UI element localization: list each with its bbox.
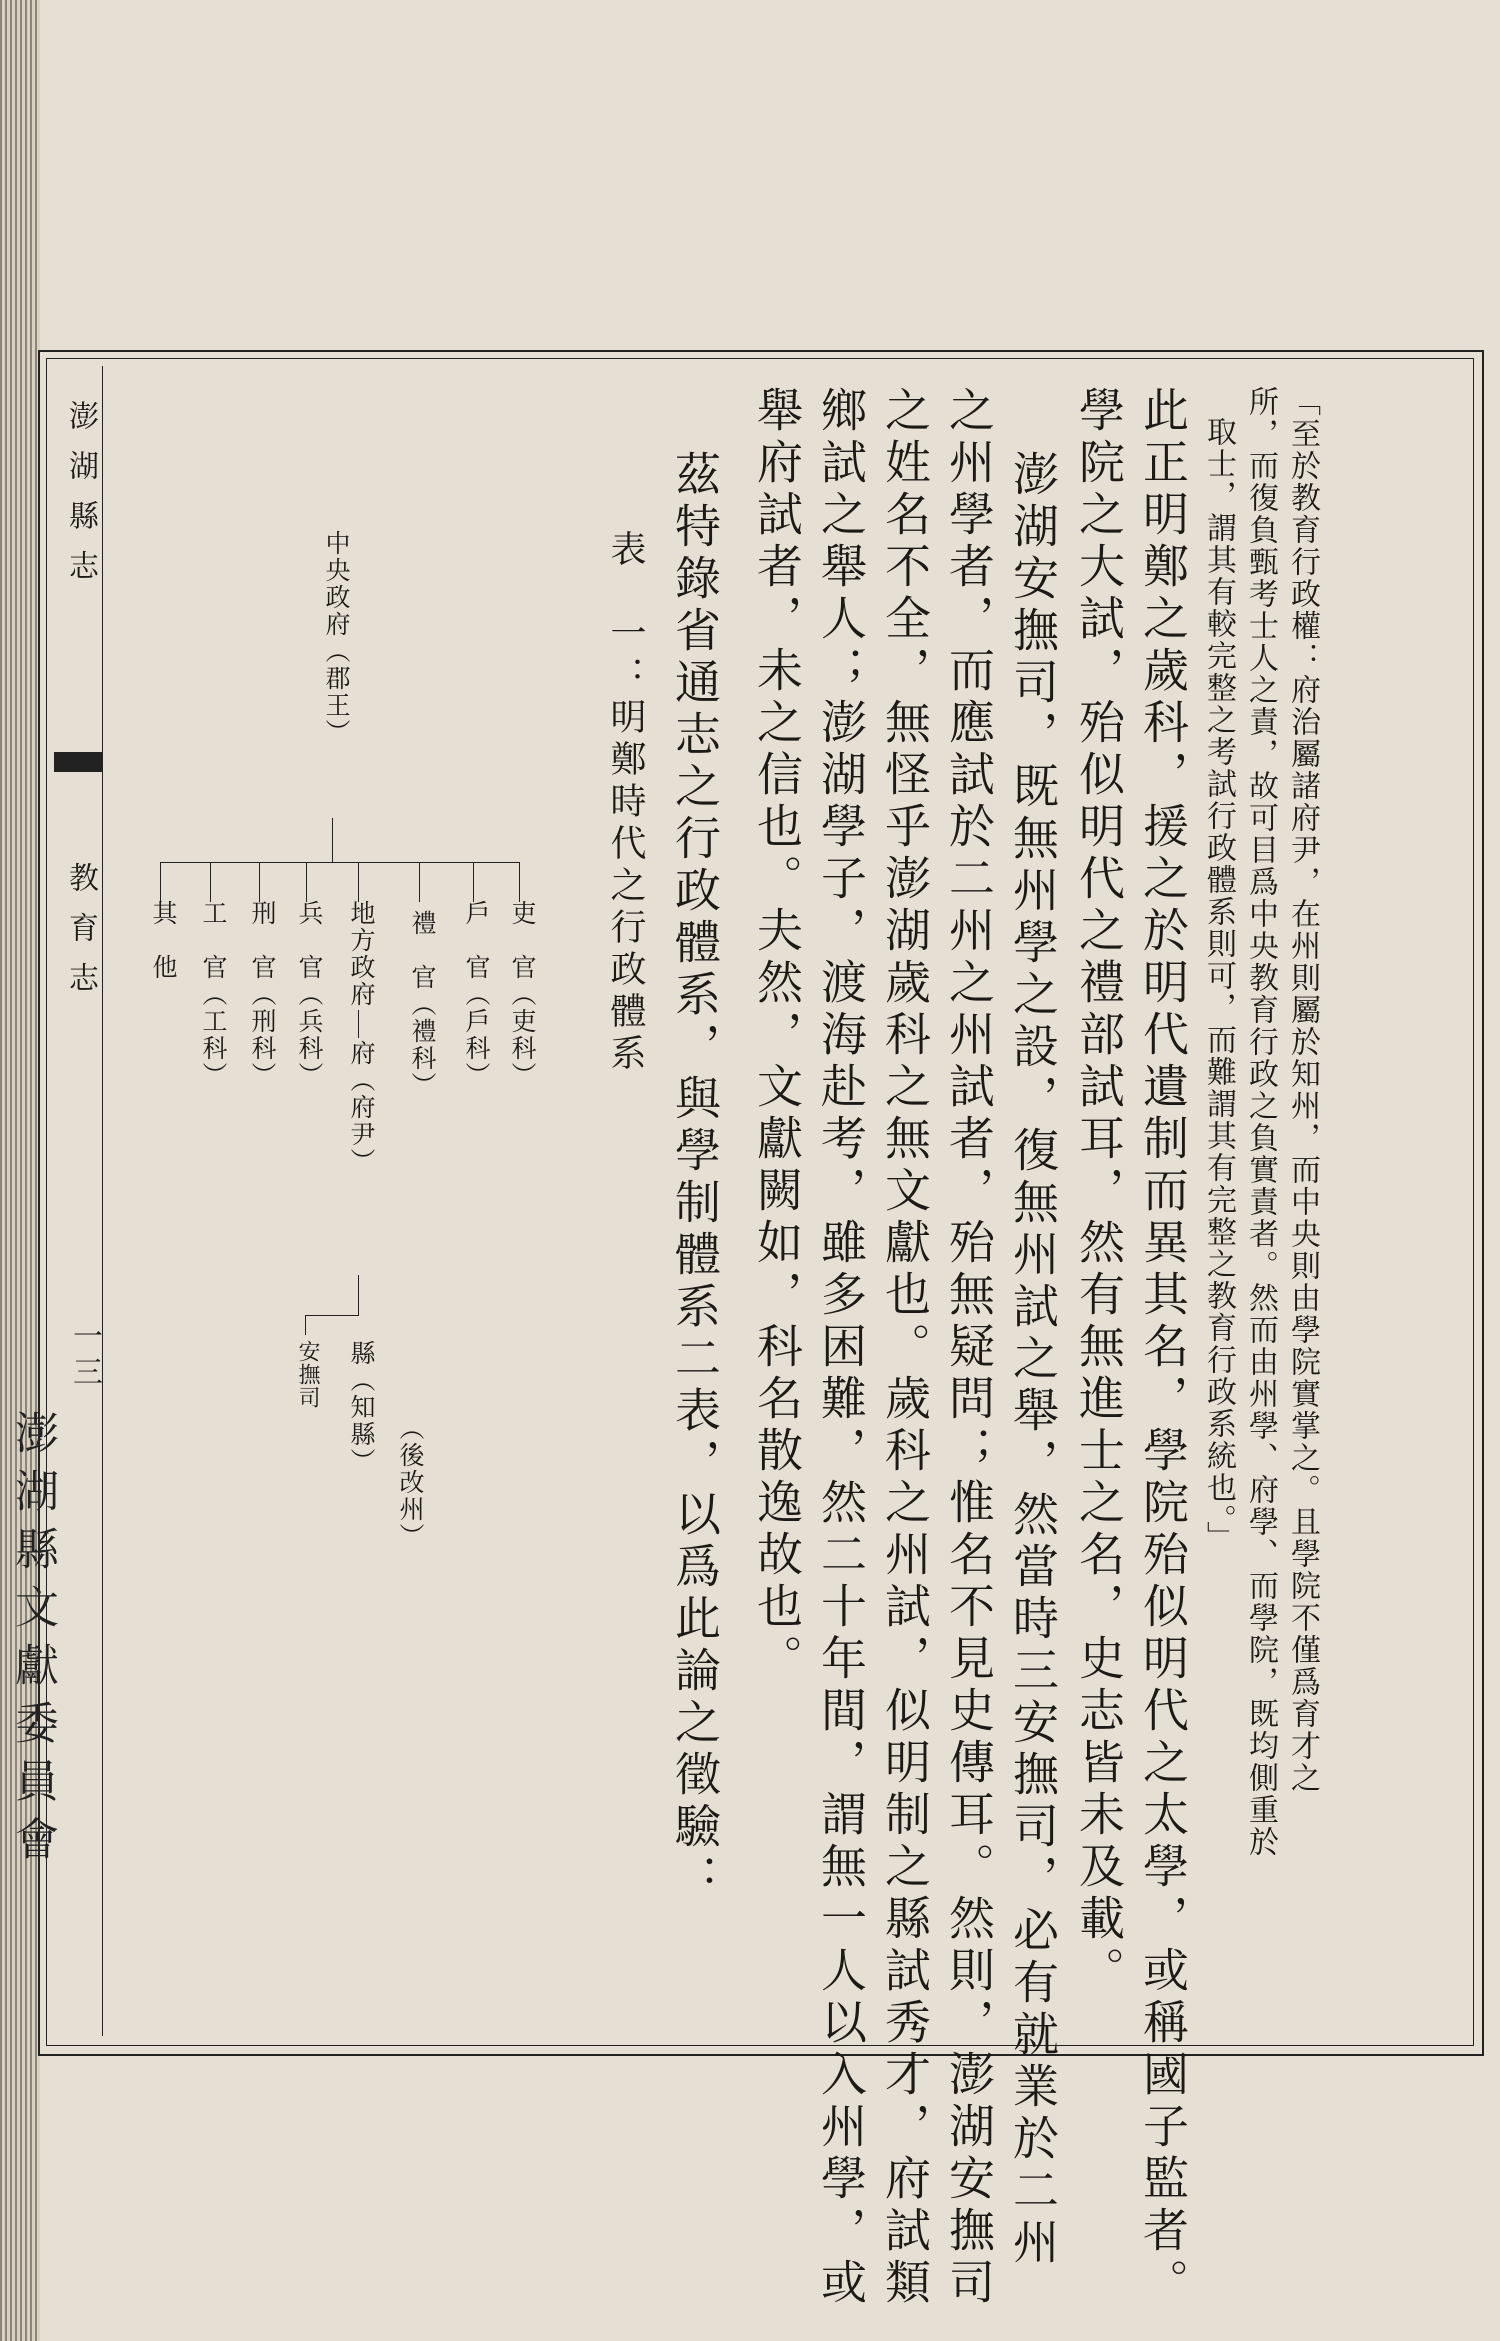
page-number: 一三 [67,1320,102,1392]
paragraph-1-line-1: 此正明鄭之歲科，援之於明代遺制而異其名，學院殆似明代之太學，或稱國子監者。 [1136,386,1190,2310]
node-xian: 縣（知縣） [347,1340,376,1475]
paragraph-1-line-2: 學院之大試，殆似明代之禮部試耳，然有無進士之名，史志皆未及載。 [1072,386,1126,1998]
quote-line-1: 「至於教育行政權：府治屬諸府尹，在州則屬於知州，而中央則由學院實掌之。且學院不僅爲育才之 [1285,386,1320,1794]
paragraph-2-line-3: 之姓名不全，無怪乎澎湖歲科之無文獻也。歲科之州試，似明制之縣試秀才，府試類 [878,386,932,2310]
book-page-edge [0,0,40,2341]
branch-hu-guan: 戶 官（戶科） [462,900,491,1089]
branch-other: 其 他 [149,900,178,981]
branch-li-guan: 吏 官（吏科） [508,900,537,1089]
node-anfusi: 安撫司 [295,1340,320,1409]
node-fu: 府（府尹） [347,1040,376,1175]
node-xian-note: （後改州） [396,1415,425,1550]
paragraph-2-line-1: 澎湖安撫司，既無州學之設，復無州試之舉，然當時三安撫司，必有就業於二州 [1006,450,1060,2270]
branch-bing-guan: 兵 官（兵科） [295,900,324,1089]
branch-li-guan-rites: 禮 官（禮科） [408,910,437,1099]
branch-xing-guan: 刑 官（刑科） [248,900,277,1089]
publisher-name: 澎湖縣文獻委員會 [7,1410,58,1874]
margin-separator [54,752,102,772]
paragraph-3-line-1: 茲特錄省通志之行政體系，與學制體系二表，以爲此論之徵驗： [668,450,722,1906]
paragraph-2-line-5: 舉府試者，未之信也。夫然，文獻闕如，科名散逸故也。 [750,386,804,1686]
section-title: 教育志 [63,862,98,1012]
table-title: 表 一：明鄭時代之行政體系 [605,530,646,1076]
quote-line-2: 所，而復負甄考士人之責，故可目爲中央教育行政之負實責者。然而由州學、府學、而學院，既均側重於 [1243,386,1278,1858]
book-title: 澎湖縣志 [63,400,98,600]
branch-gong-guan: 工 官（工科） [199,900,228,1089]
paragraph-2-line-4: 鄉試之舉人；澎湖學子，渡海赴考，雖多困難，然二十年間，謂無一人以入州學，或 [814,386,868,2310]
diagram-root: 中央政府（郡王） [322,530,351,746]
quote-line-3: 取士，謂其有較完整之考試行政體系則可，而難謂其有完整之教育行政系統也。」 [1201,416,1236,1553]
paragraph-2-line-2: 之州學者，而應試於二州之州試者，殆無疑問；惟名不見史傳耳。然則，澎湖安撫司 [942,386,996,2310]
branch-local-government: 地方政府 [347,900,376,1008]
